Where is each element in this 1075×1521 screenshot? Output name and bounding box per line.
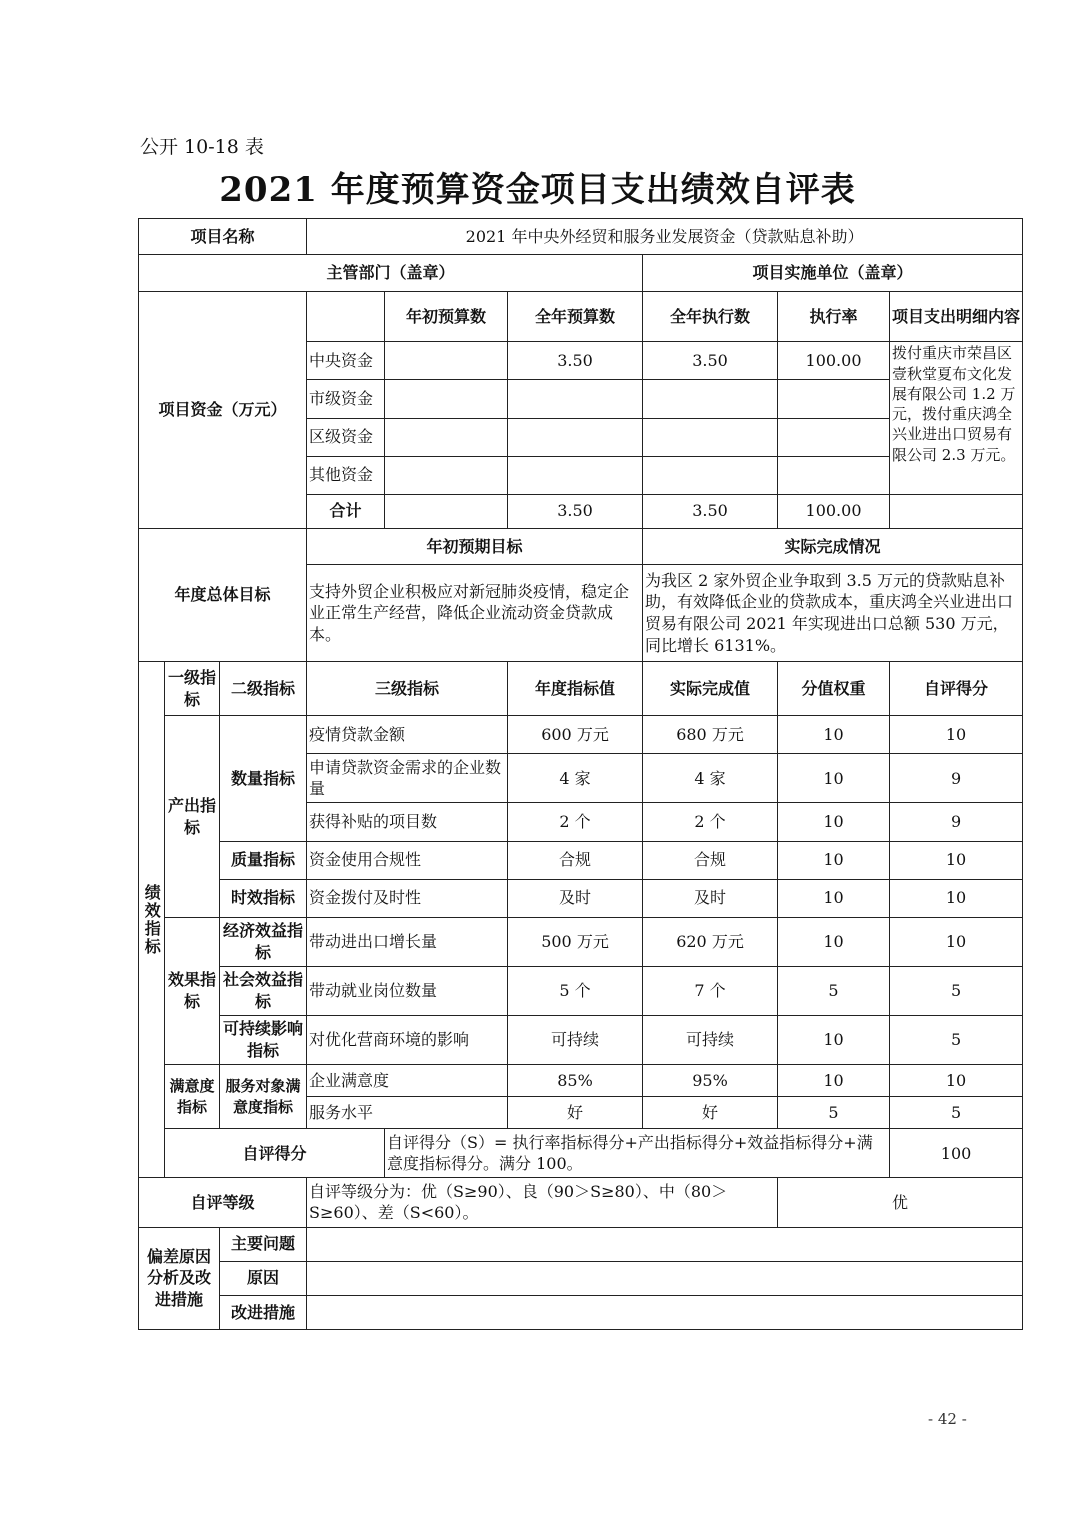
deviation-row: [139, 1261, 1023, 1295]
indicators-header-row: [139, 662, 1023, 716]
indicator-score: 9: [890, 803, 1023, 841]
indicator-actual: 及时: [643, 879, 778, 917]
indicator-weight: 10: [778, 716, 890, 754]
fund-total-detail: [890, 494, 1023, 528]
indicator-row: [139, 966, 1023, 1015]
indicator-row: [139, 716, 1023, 754]
self-grade-label: 自评等级: [139, 1178, 307, 1227]
indicators-section-label: 绩效指标: [139, 662, 165, 1178]
indicator-row: [139, 1016, 1023, 1065]
header-annual-executed: 全年执行数: [643, 292, 778, 342]
fund-detail: 拨付重庆市荣昌区壹秋堂夏布文化发展有限公司 1.2 万元，拨付重庆鸿全兴业进出口贸易有限公司 2.3 万元。: [890, 342, 1023, 494]
indicator-score: 9: [890, 754, 1023, 803]
funds-header-row: [139, 292, 1023, 342]
indicator-name: 资金拨付及时性: [307, 879, 508, 917]
actual-result-label: 实际完成情况: [643, 528, 1023, 564]
fund-annual: [508, 418, 643, 456]
header-level1: 一级指标: [165, 662, 220, 716]
self-score-row: [139, 1129, 1023, 1178]
header-annual-budget: 全年预算数: [508, 292, 643, 342]
measures-label: 改进措施: [220, 1295, 307, 1329]
fund-annual: [508, 380, 643, 418]
service-satisfaction-label: 服务对象满意度指标: [220, 1065, 307, 1129]
indicator-target: 85%: [508, 1065, 643, 1097]
indicator-score: 10: [890, 1065, 1023, 1097]
header-actual: 实际完成值: [643, 662, 778, 716]
indicator-row: [139, 841, 1023, 879]
fund-executed: [643, 380, 778, 418]
indicator-actual: 2 个: [643, 803, 778, 841]
indicator-actual: 合规: [643, 841, 778, 879]
indicator-name: 获得补贴的项目数: [307, 803, 508, 841]
indicator-name: 服务水平: [307, 1097, 508, 1129]
indicator-target: 2 个: [508, 803, 643, 841]
header-level2: 二级指标: [220, 662, 307, 716]
fund-annual: [508, 456, 643, 494]
deviation-row: [139, 1227, 1023, 1261]
header-initial-budget: 年初预算数: [385, 292, 508, 342]
table-number: 公开 10-18 表: [140, 136, 264, 158]
fund-rate: [778, 456, 890, 494]
indicator-name: 带动进出口增长量: [307, 917, 508, 966]
fund-name: 其他资金: [307, 456, 385, 494]
indicator-name: 带动就业岗位数量: [307, 966, 508, 1015]
problems-value: [307, 1227, 1023, 1261]
indicator-actual: 620 万元: [643, 917, 778, 966]
timeliness-indicator-label: 时效指标: [220, 879, 307, 917]
fund-executed: [643, 418, 778, 456]
indicator-actual: 4 家: [643, 754, 778, 803]
problems-label: 主要问题: [220, 1227, 307, 1261]
fund-total-initial: [385, 494, 508, 528]
social-indicator-label: 社会效益指标: [220, 966, 307, 1015]
dept-unit-row: [139, 255, 1023, 292]
indicator-weight: 10: [778, 1016, 890, 1065]
fund-initial: [385, 380, 508, 418]
header-score: 自评得分: [890, 662, 1023, 716]
indicator-weight: 10: [778, 917, 890, 966]
funds-label: 项目资金（万元）: [139, 292, 307, 529]
quantity-indicator-label: 数量指标: [220, 716, 307, 841]
indicator-actual: 95%: [643, 1065, 778, 1097]
indicator-score: 5: [890, 1097, 1023, 1129]
fund-rate: 100.00: [778, 342, 890, 380]
project-name-row: [139, 219, 1023, 255]
indicator-target: 好: [508, 1097, 643, 1129]
self-score-description: 自评得分（S）= 执行率指标得分+产出指标得分+效益指标得分+满意度指标得分。满分 100。: [385, 1129, 890, 1178]
indicator-name: 对优化营商环境的影响: [307, 1016, 508, 1065]
indicator-score: 5: [890, 1016, 1023, 1065]
indicator-weight: 10: [778, 879, 890, 917]
indicator-weight: 10: [778, 754, 890, 803]
economic-indicator-label: 经济效益指标: [220, 917, 307, 966]
indicator-target: 合规: [508, 841, 643, 879]
self-grade-value: 优: [778, 1178, 1023, 1227]
document-title: 2021 年度预算资金项目支出绩效自评表: [219, 170, 856, 210]
indicator-target: 4 家: [508, 754, 643, 803]
indicator-row: [139, 917, 1023, 966]
indicator-name: 企业满意度: [307, 1065, 508, 1097]
reasons-label: 原因: [220, 1261, 307, 1295]
project-name-value: 2021 年中央外经贸和服务业发展资金（贷款贴息补助）: [307, 219, 1023, 255]
indicator-weight: 10: [778, 803, 890, 841]
total-weight: 100: [890, 1129, 1023, 1178]
deviation-label: 偏差原因分析及改进措施: [139, 1227, 220, 1329]
reasons-value: [307, 1261, 1023, 1295]
self-grade-description: 自评等级分为：优（S≥90）、良（90＞S≥80）、中（80＞S≥60）、差（S<60）。: [307, 1178, 778, 1227]
indicator-score: 10: [890, 716, 1023, 754]
expected-goal-text: 支持外贸企业积极应对新冠肺炎疫情，稳定企业正常生产经营，降低企业流动资金贷款成本。: [307, 564, 643, 661]
indicator-name: 疫情贷款金额: [307, 716, 508, 754]
indicator-weight: 5: [778, 966, 890, 1015]
deviation-row: [139, 1295, 1023, 1329]
fund-name: 区级资金: [307, 418, 385, 456]
fund-total-name: 合计: [307, 494, 385, 528]
fund-rate: [778, 380, 890, 418]
performance-evaluation-table: [138, 218, 1023, 1330]
indicator-score: 10: [890, 879, 1023, 917]
indicator-actual: 可持续: [643, 1016, 778, 1065]
self-grade-row: [139, 1178, 1023, 1227]
indicator-name: 申请贷款资金需求的企业数量: [307, 754, 508, 803]
indicator-actual: 7 个: [643, 966, 778, 1015]
indicator-score: 10: [890, 917, 1023, 966]
quality-indicator-label: 质量指标: [220, 841, 307, 879]
fund-executed: 3.50: [643, 342, 778, 380]
indicator-target: 可持续: [508, 1016, 643, 1065]
funds-blank-header: [307, 292, 385, 342]
actual-result-text: 为我区 2 家外贸企业争取到 3.5 万元的贷款贴息补助，有效降低企业的贷款成本，重庆鸿全兴业进出口贸易有限公司 2021 年实现进出口总额 530 万元，同比增长 6131%。: [643, 564, 1023, 661]
unit-label: 项目实施单位（盖章）: [643, 255, 1023, 292]
effect-indicator-label: 效果指标: [165, 917, 220, 1064]
indicator-actual: 680 万元: [643, 716, 778, 754]
indicator-row: [139, 1065, 1023, 1097]
indicator-weight: 10: [778, 1065, 890, 1097]
indicator-actual: 好: [643, 1097, 778, 1129]
fund-total-annual: 3.50: [508, 494, 643, 528]
indicator-weight: 10: [778, 841, 890, 879]
measures-value: [307, 1295, 1023, 1329]
dept-label: 主管部门（盖章）: [139, 255, 643, 292]
indicator-weight: 5: [778, 1097, 890, 1129]
fund-initial: [385, 456, 508, 494]
fund-total-executed: 3.50: [643, 494, 778, 528]
page-number: - 42 -: [928, 1410, 967, 1428]
satisfaction-indicator-label: 满意度指标: [165, 1065, 220, 1129]
indicator-target: 500 万元: [508, 917, 643, 966]
fund-initial: [385, 418, 508, 456]
indicator-score: 5: [890, 966, 1023, 1015]
sustainable-indicator-label: 可持续影响指标: [220, 1016, 307, 1065]
indicator-target: 及时: [508, 879, 643, 917]
fund-initial: [385, 342, 508, 380]
header-detail: 项目支出明细内容: [890, 292, 1023, 342]
fund-executed: [643, 456, 778, 494]
header-weight: 分值权重: [778, 662, 890, 716]
fund-total-rate: 100.00: [778, 494, 890, 528]
indicator-name: 资金使用合规性: [307, 841, 508, 879]
self-score-label: 自评得分: [165, 1129, 385, 1178]
fund-rate: [778, 418, 890, 456]
goals-header-row: [139, 528, 1023, 564]
output-indicator-label: 产出指标: [165, 716, 220, 918]
header-target: 年度指标值: [508, 662, 643, 716]
fund-annual: 3.50: [508, 342, 643, 380]
fund-name: 中央资金: [307, 342, 385, 380]
header-execution-rate: 执行率: [778, 292, 890, 342]
indicator-target: 600 万元: [508, 716, 643, 754]
project-name-label: 项目名称: [139, 219, 307, 255]
indicator-target: 5 个: [508, 966, 643, 1015]
goals-label: 年度总体目标: [139, 528, 307, 661]
fund-name: 市级资金: [307, 380, 385, 418]
indicator-score: 10: [890, 841, 1023, 879]
header-level3: 三级指标: [307, 662, 508, 716]
expected-goal-label: 年初预期目标: [307, 528, 643, 564]
indicator-row: [139, 879, 1023, 917]
